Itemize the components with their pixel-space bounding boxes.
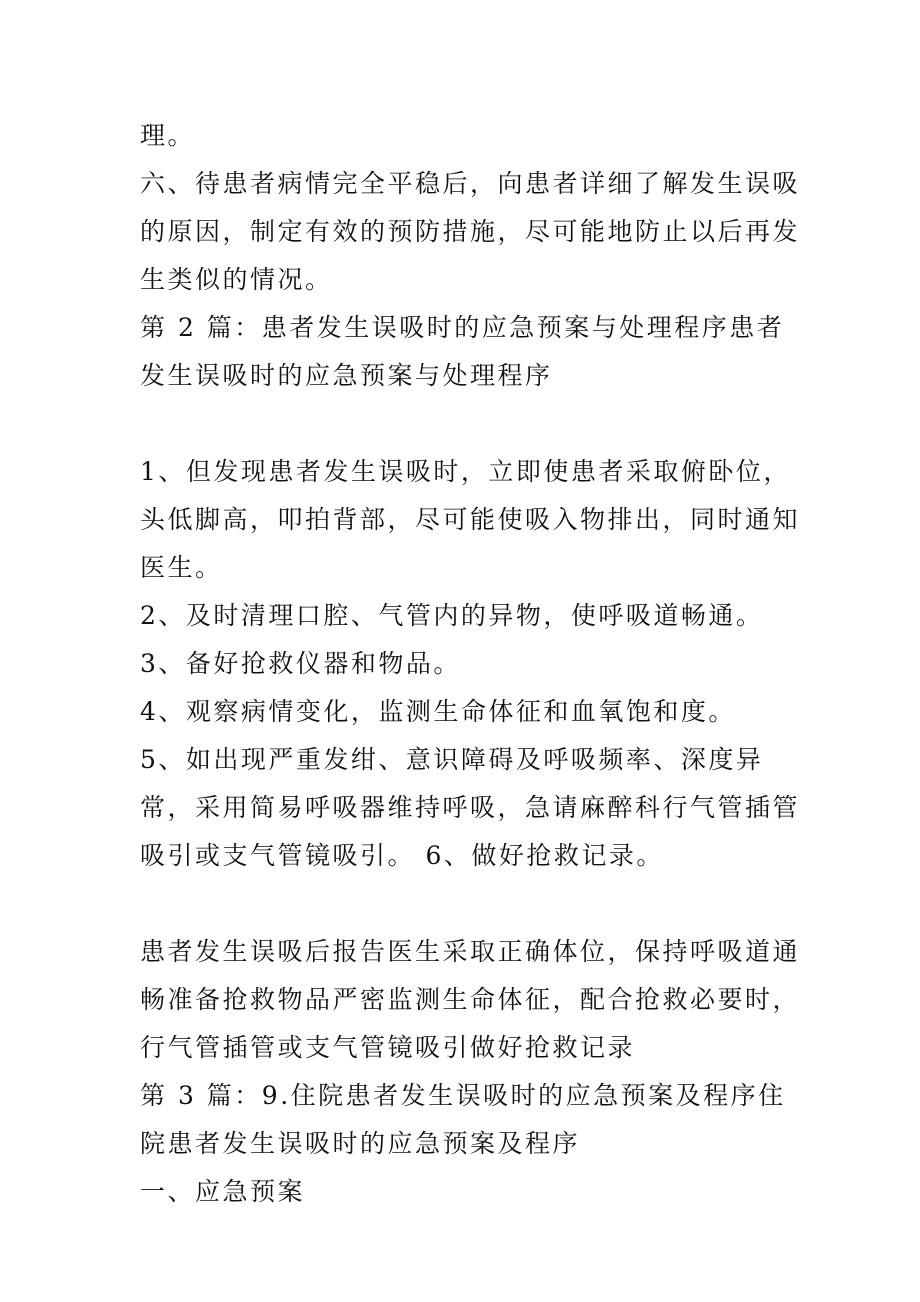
- paragraph-step-4: 4、观察病情变化，监测生命体征和血氧饱和度。: [140, 697, 736, 726]
- paragraph-step-1: 1、但发现患者发生误吸时，立即使患者采取俯卧位，头低脚高，叩拍背部，尽可能使吸入物排出，同时通知医生。: [140, 457, 801, 582]
- section-heading-part-2: 第 2 篇：患者发生误吸时的应急预案与处理程序患者发生误吸时的应急预案与处理程序: [140, 313, 785, 390]
- paragraph-step-2-3: 2、及时清理口腔、气管内的异物，使呼吸道畅通。 3、备好抢救仪器和物品。: [140, 601, 764, 678]
- paragraph-continuation: 理。: [140, 121, 196, 150]
- document-body: [140, 112, 800, 1216]
- blank-line: [140, 400, 800, 448]
- blank-line: [140, 880, 800, 928]
- paragraph-flow-summary: 患者发生误吸后报告医生采取正确体位，保持呼吸道通畅准备抢救物品严密监测生命体征，配合抢救必要时，行气管插管或支气管镜吸引做好抢救记录: [140, 937, 801, 1062]
- paragraph-step-six: 六、待患者病情完全平稳后，向患者详细了解发生误吸的原因，制定有效的预防措施，尽可能地防止以后再发生类似的情况。: [140, 169, 801, 294]
- subheading-emergency-plan: 一、应急预案: [140, 1177, 306, 1206]
- section-heading-part-3: 第 3 篇：9.住院患者发生误吸时的应急预案及程序住院患者发生误吸时的应急预案及程序: [140, 1081, 786, 1158]
- paragraph-step-5-6: 5、如出现严重发绀、意识障碍及呼吸频率、深度异常，采用简易呼吸器维持呼吸，急请麻醉科行气管插管吸引或支气管镜吸引。 6、做好抢救记录。: [140, 745, 801, 870]
